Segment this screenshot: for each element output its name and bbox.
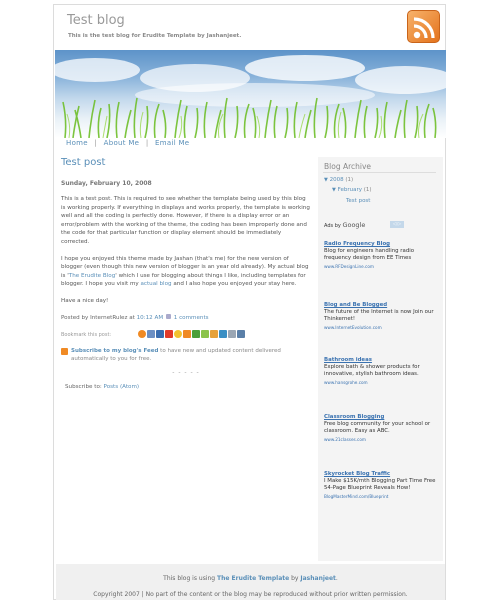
- bookmark-service-icon[interactable]: [174, 330, 182, 338]
- archive-month[interactable]: [332, 187, 372, 193]
- bookmark-service-icon[interactable]: [219, 330, 227, 338]
- ad-description: I Make $15K/mth Blogging Part Time Free 54-Page Blueprint Reveals How!: [324, 478, 436, 492]
- ad-url[interactable]: www.InternetEvolution.com: [324, 324, 382, 330]
- jashanjeet-link[interactable]: Jashanjeet: [300, 575, 336, 582]
- ad-item[interactable]: [324, 414, 436, 443]
- ad-description: Blog for engineers handling radio frequency design from EE Times: [324, 248, 415, 262]
- bookmark-service-icon[interactable]: [183, 330, 191, 338]
- feed-subscribe-line: [61, 347, 311, 363]
- ad-item[interactable]: [324, 471, 436, 500]
- erudite-blog-link[interactable]: The Erudite Blog: [68, 272, 116, 279]
- feed-subscribe-text: to have new and updated content delivered automatically to you for free.: [71, 347, 281, 362]
- comment-icon: [166, 314, 171, 319]
- divider-dashes: - - - - -: [172, 368, 200, 376]
- google-logo: Google: [342, 221, 366, 229]
- bookmark-service-icon[interactable]: [201, 330, 209, 338]
- ad-description: Explore bath & shower products for innovative, stylish bathroom ideas.: [324, 364, 420, 378]
- page-footer: [56, 564, 445, 600]
- feed-icon: [61, 348, 68, 355]
- ads-nav-arrows[interactable]: ◁ ▷: [390, 221, 404, 228]
- nav-about-link[interactable]: About Me: [103, 139, 140, 147]
- ads-by-google[interactable]: [324, 221, 365, 229]
- ad-description: The future of the Internet is now Join our Thinkernet!: [324, 309, 434, 323]
- footer-credit: [56, 575, 445, 582]
- footer-text: .: [335, 575, 338, 582]
- main-content: [61, 157, 311, 390]
- bookmark-icons: [138, 330, 245, 338]
- ad-title[interactable]: Blog and Be Blogged: [324, 302, 388, 308]
- ad-url[interactable]: BlogMasterMind.com/Blueprint: [324, 493, 389, 499]
- blog-title[interactable]: Test blog: [67, 13, 125, 28]
- archive-year-count: (1): [345, 177, 354, 183]
- post-body: [61, 195, 311, 306]
- archive-title: Blog Archive: [324, 162, 372, 171]
- archive-month-count: (1): [363, 187, 372, 193]
- post-text: and I also hope you enjoyed your stay here.: [171, 281, 297, 288]
- expand-triangle-icon[interactable]: ▼: [324, 177, 328, 183]
- top-navigation: [66, 139, 189, 147]
- post-footer: [61, 314, 311, 321]
- post-time-link[interactable]: 10:12 AM: [136, 314, 164, 321]
- archive-post-link[interactable]: Test post: [346, 198, 371, 204]
- erudite-template-link[interactable]: The Erudite Template: [217, 575, 290, 582]
- actual-blog-link[interactable]: actual blog: [140, 281, 172, 288]
- nav-separator: |: [94, 139, 98, 147]
- bookmark-service-icon[interactable]: [228, 330, 236, 338]
- ad-title[interactable]: Radio Frequency Blog: [324, 241, 391, 247]
- bookmark-service-icon[interactable]: [210, 330, 218, 338]
- ad-url[interactable]: www.hansgrohe.com: [324, 379, 368, 385]
- bookmark-row: [61, 329, 311, 341]
- subscribe-line: [61, 384, 311, 390]
- ad-title[interactable]: Bathroom ideas: [324, 357, 372, 363]
- rss-feed-icon[interactable]: [407, 10, 440, 43]
- bookmark-service-icon[interactable]: [138, 330, 146, 338]
- bookmark-label: Bookmark this post:: [61, 331, 112, 338]
- post-text: I hope you enjoyed this theme made by Jashan (that's me) for the new version of blogger (even though this new version of blogger is an year old already). My actual blog is ': [61, 255, 309, 279]
- post-date: Sunday, February 10, 2008: [61, 180, 152, 187]
- sidebar: [318, 157, 443, 561]
- archive-month-label[interactable]: February: [337, 187, 362, 193]
- archive-divider: [323, 172, 436, 173]
- post-text: ' which I use for blogging about things I like, including templates for blogger. I hope you visit my: [61, 272, 306, 288]
- ads-by-label: Ads by: [324, 223, 341, 229]
- feed-subscribe-link[interactable]: Subscribe to my blog's Feed: [71, 347, 159, 354]
- footer-text: by: [289, 575, 301, 582]
- archive-year[interactable]: [324, 177, 353, 183]
- post-paragraph: This is a test post. This is required to see whether the template being used by this blog is working properly. If everything in displays and works properly, the template is working well and all the coding is perfectly done. However, if there is a display error or an error/problem with the working of the theme, the coding has been improperly done and the code for that particular function or display element should be immediately corrected.: [61, 196, 310, 245]
- blog-header: [54, 5, 445, 51]
- expand-triangle-icon[interactable]: ▼: [332, 187, 336, 193]
- nav-email-link[interactable]: Email Me: [155, 139, 190, 147]
- bookmark-service-icon[interactable]: [192, 330, 200, 338]
- bookmark-service-icon[interactable]: [147, 330, 155, 338]
- ad-title[interactable]: Skyrocket Blog Traffic: [324, 471, 391, 477]
- nav-home-link[interactable]: Home: [66, 139, 88, 147]
- page-container: [53, 4, 446, 600]
- post-paragraph: [61, 255, 311, 289]
- bookmark-service-icon[interactable]: [156, 330, 164, 338]
- ad-item[interactable]: [324, 357, 436, 386]
- header-banner-image: [55, 50, 446, 138]
- ad-description: Free blog community for your school or classroom. Easy as ABC.: [324, 421, 431, 435]
- ad-url[interactable]: www.21classes.com: [324, 436, 366, 442]
- posts-atom-link[interactable]: Posts (Atom): [103, 383, 140, 390]
- post-paragraph: Have a nice day!: [61, 297, 109, 304]
- bookmark-service-icon[interactable]: [165, 330, 173, 338]
- nav-separator: |: [145, 139, 149, 147]
- bookmark-service-icon[interactable]: [237, 330, 245, 338]
- comments-link[interactable]: 1 comments: [173, 314, 209, 321]
- ad-item[interactable]: [324, 241, 436, 270]
- posted-by-text: Posted by InternetRulez at: [61, 314, 137, 321]
- blog-description: This is the test blog for Erudite Template by Jashanjeet.: [68, 33, 242, 39]
- footer-text: This blog is using: [163, 575, 218, 582]
- ad-item[interactable]: [324, 302, 436, 331]
- archive-year-label[interactable]: 2008: [329, 177, 344, 183]
- ad-url[interactable]: www.RFDesignLine.com: [324, 263, 374, 269]
- subscribe-label: Subscribe to:: [65, 383, 104, 390]
- post-title[interactable]: Test post: [61, 157, 106, 168]
- ad-title[interactable]: Classroom Blogging: [324, 414, 385, 420]
- footer-copyright: Copyright 2007 | No part of the content or the blog may be reproduced without prior written permission.: [93, 591, 408, 598]
